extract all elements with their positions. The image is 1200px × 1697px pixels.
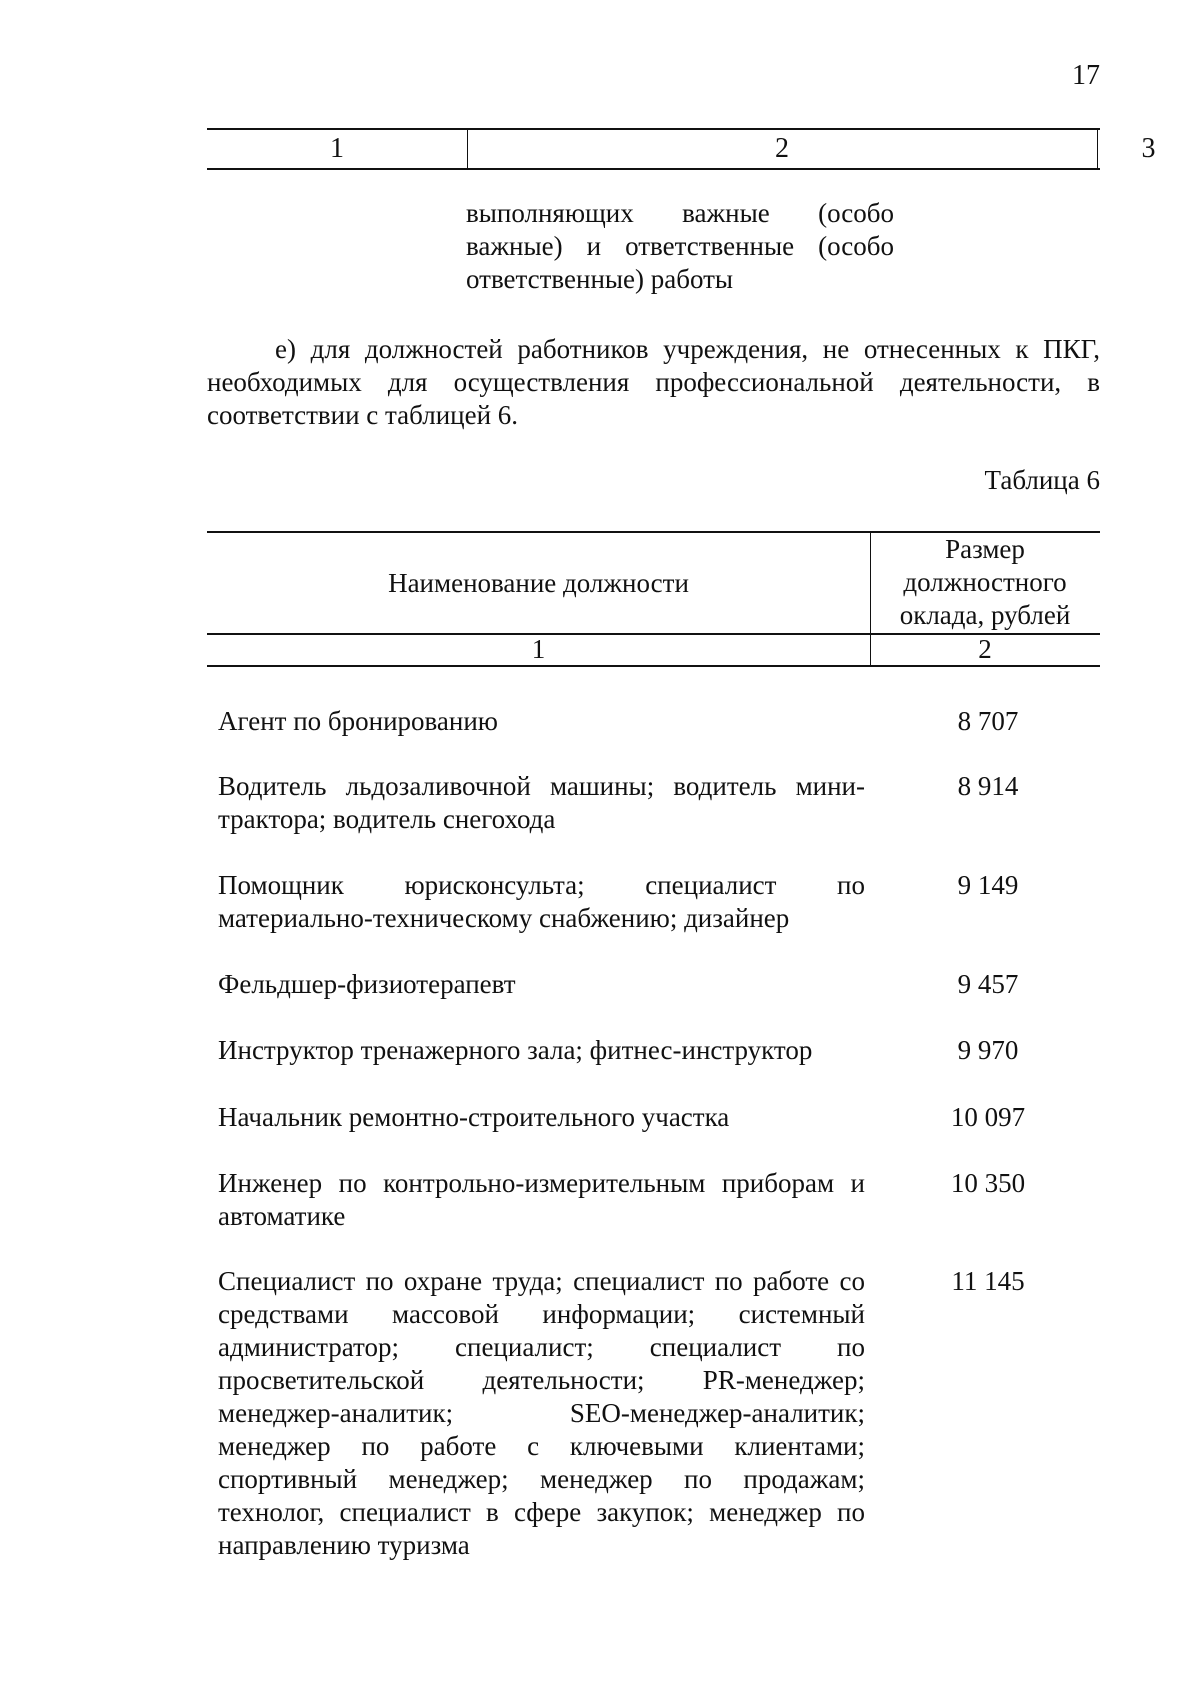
continuation-header-col-1: 1	[207, 130, 468, 168]
position-name: Специалист по охране труда; специалист по работе со средствами массовой информации; системный администратор; специалист; специалист по просветительской деятельности; PR-менеджер; менеджер-аналитик; SEO-менеджер-аналитик; менеджер по работе с ключевыми клиентами; спортивный менеджер; менеджер по продажам; технолог, специалист в сфере закупок; менеджер по направлению туризма	[218, 1266, 865, 1560]
salary-value: 8 914	[957, 771, 1019, 801]
table6-header-salary: Размер должностного оклада, рублей	[899, 534, 1071, 630]
position-name: Начальник ремонтно-строительного участка	[218, 1102, 730, 1132]
salary-value: 9 149	[957, 870, 1019, 900]
table6-header	[207, 531, 1100, 635]
salary-value: 8 707	[957, 706, 1019, 736]
body-paragraph: е) для должностей работников учреждения, не отнесенных к ПКГ, необходимых для осуществления профессиональной деятельности, в соответствии с таблицей 6.	[207, 334, 1100, 430]
position-name: Фельдшер-физиотерапевт	[218, 969, 516, 999]
position-name: Инженер по контрольно-измерительным приборам и автоматике	[218, 1168, 865, 1231]
salary-value: 9 457	[957, 969, 1019, 999]
position-name: Водитель льдозаливочной машины; водитель мини-трактора; водитель снегохода	[218, 771, 865, 834]
continuation-header-col-3: 3	[1141, 133, 1156, 164]
page-number: 17	[1072, 60, 1100, 91]
table6-column-numbers	[207, 633, 1100, 667]
position-name: Агент по бронированию	[218, 706, 498, 736]
table6-column-number-1: 1	[207, 633, 871, 665]
salary-value: 10 097	[950, 1102, 1026, 1132]
table6-column-number-2: 2	[978, 634, 992, 664]
continuation-table-header	[207, 128, 1156, 170]
table6-header-name: Наименование должности	[207, 533, 871, 633]
continuation-header-col-2: 2	[467, 130, 1098, 168]
table-caption: Таблица 6	[984, 465, 1100, 495]
position-name: Помощник юрисконсульта; специалист по материально-техническому снабжению; дизайнер	[218, 870, 865, 933]
salary-value: 10 350	[950, 1168, 1026, 1198]
salary-value: 9 970	[957, 1035, 1019, 1065]
salary-value: 11 145	[951, 1266, 1025, 1296]
continuation-text: выполняющих важные (особо важные) и ответственные (особо ответственные) работы	[466, 198, 894, 294]
position-name: Инструктор тренажерного зала; фитнес-инструктор	[218, 1035, 813, 1065]
